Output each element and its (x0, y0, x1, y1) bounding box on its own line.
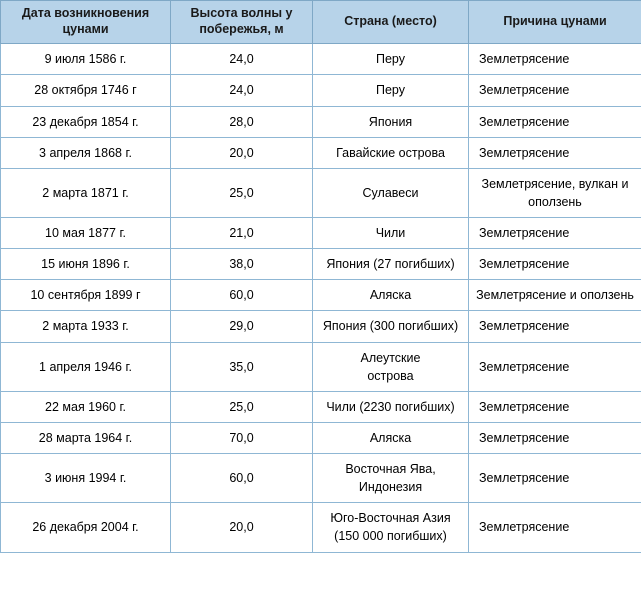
cell-cause: Землетрясение (469, 391, 641, 422)
table-row (1, 137, 641, 168)
cell-wave-height: 70,0 (171, 422, 313, 453)
cell-wave-height: 24,0 (171, 44, 313, 75)
cell-date: 9 июля 1586 г. (1, 44, 171, 75)
cell-date: 3 апреля 1868 г. (1, 137, 171, 168)
cell-country: Гавайские острова (313, 137, 469, 168)
cell-wave-height: 28,0 (171, 106, 313, 137)
cell-cause: Землетрясение (469, 503, 641, 552)
table-row (1, 454, 641, 503)
cell-wave-height: 35,0 (171, 342, 313, 391)
table-row (1, 311, 641, 342)
table-row (1, 106, 641, 137)
cell-country: Япония (300 погибших) (313, 311, 469, 342)
cell-cause: Землетрясение (469, 75, 641, 106)
cell-cause: Землетрясение, вулкан и оползень (469, 168, 641, 217)
column-header-country: Страна (место) (313, 1, 469, 44)
cell-cause: Землетрясение и оползень (469, 280, 641, 311)
cell-cause: Землетрясение (469, 218, 641, 249)
column-header-wave-height: Высота волны у побережья, м (171, 1, 313, 44)
cell-date: 23 декабря 1854 г. (1, 106, 171, 137)
cell-country: Юго-Восточная Азия (150 000 погибших) (313, 503, 469, 552)
cell-country: Перу (313, 44, 469, 75)
cell-date: 22 мая 1960 г. (1, 391, 171, 422)
table-row (1, 503, 641, 552)
cell-wave-height: 38,0 (171, 249, 313, 280)
cell-country: Сулавеси (313, 168, 469, 217)
cell-date: 2 марта 1871 г. (1, 168, 171, 217)
cell-date: 28 октября 1746 г (1, 75, 171, 106)
cell-date: 3 июня 1994 г. (1, 454, 171, 503)
cell-country: Алеутские острова (313, 342, 469, 391)
cell-wave-height: 20,0 (171, 137, 313, 168)
cell-date: 15 июня 1896 г. (1, 249, 171, 280)
table-row (1, 168, 641, 217)
cell-date: 26 декабря 2004 г. (1, 503, 171, 552)
cell-date: 10 мая 1877 г. (1, 218, 171, 249)
table-row (1, 249, 641, 280)
table-header (1, 1, 641, 44)
cell-wave-height: 60,0 (171, 280, 313, 311)
cell-cause: Землетрясение (469, 249, 641, 280)
cell-date: 10 сентября 1899 г (1, 280, 171, 311)
cell-country: Япония (313, 106, 469, 137)
cell-date: 1 апреля 1946 г. (1, 342, 171, 391)
column-header-cause: Причина цунами (469, 1, 641, 44)
cell-wave-height: 60,0 (171, 454, 313, 503)
cell-cause: Землетрясение (469, 342, 641, 391)
cell-date: 2 марта 1933 г. (1, 311, 171, 342)
cell-cause: Землетрясение (469, 106, 641, 137)
cell-country: Чили (2230 погибших) (313, 391, 469, 422)
table-row (1, 391, 641, 422)
cell-cause: Землетрясение (469, 137, 641, 168)
table-row (1, 342, 641, 391)
cell-wave-height: 25,0 (171, 391, 313, 422)
cell-cause: Землетрясение (469, 454, 641, 503)
cell-country: Япония (27 погибших) (313, 249, 469, 280)
cell-cause: Землетрясение (469, 422, 641, 453)
cell-wave-height: 21,0 (171, 218, 313, 249)
cell-country: Чили (313, 218, 469, 249)
table-row (1, 422, 641, 453)
cell-wave-height: 20,0 (171, 503, 313, 552)
column-header-date: Дата возникновения цунами (1, 1, 171, 44)
table-row (1, 44, 641, 75)
table-row (1, 218, 641, 249)
cell-country: Восточная Ява, Индонезия (313, 454, 469, 503)
table-header-row (1, 1, 641, 44)
cell-country: Аляска (313, 422, 469, 453)
cell-cause: Землетрясение (469, 44, 641, 75)
table-row (1, 280, 641, 311)
cell-cause: Землетрясение (469, 311, 641, 342)
cell-wave-height: 29,0 (171, 311, 313, 342)
cell-wave-height: 25,0 (171, 168, 313, 217)
cell-country: Аляска (313, 280, 469, 311)
cell-date: 28 марта 1964 г. (1, 422, 171, 453)
cell-wave-height: 24,0 (171, 75, 313, 106)
table-body (1, 44, 641, 552)
cell-country: Перу (313, 75, 469, 106)
table-row (1, 75, 641, 106)
